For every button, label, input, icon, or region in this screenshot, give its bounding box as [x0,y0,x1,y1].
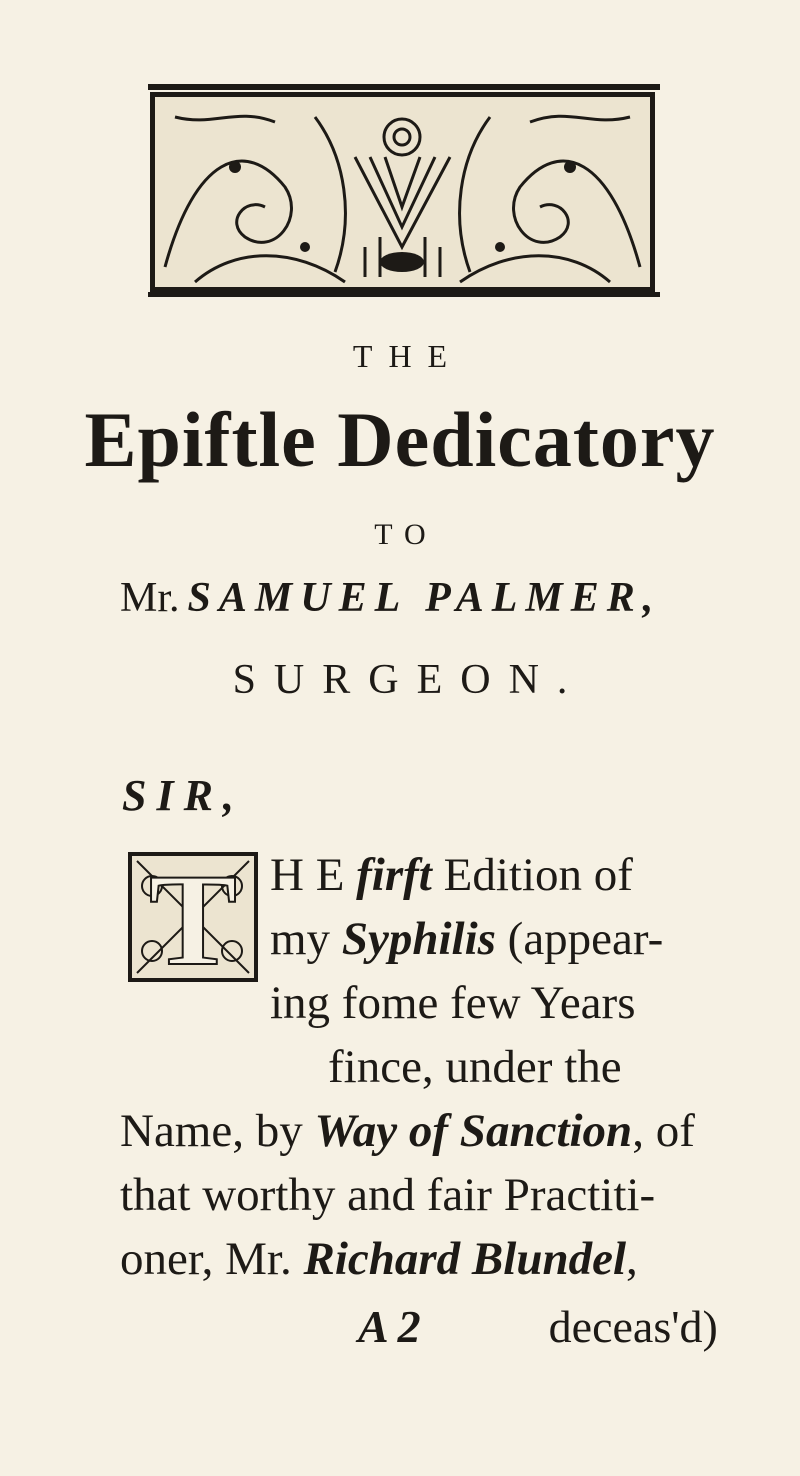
dedicatee-title: Mr. [120,575,180,621]
headpiece-top-rule [148,84,660,90]
body-line-5 [120,1105,695,1157]
body-line-3: ing fome few Years [270,977,636,1029]
signature-mark: A 2 [358,1301,421,1352]
body-text: , of [632,1105,695,1157]
body-text: Edition of [431,849,633,901]
page-footer [358,1300,718,1353]
catchword: deceas'd) [548,1301,718,1352]
body-text: my [270,913,342,965]
body-italic: Syphilis [341,913,496,965]
body-italic: Way of Sanction [314,1105,633,1157]
dedicatee-name: SAMUEL PALMER, [187,575,662,621]
page-title: Epiftle Dedicatory [84,396,716,483]
body-italic: Richard Blundel [303,1233,627,1285]
body-line-7 [120,1233,638,1285]
initial-letter: T [148,852,238,982]
body-text: (appear- [495,913,664,965]
body-italic: firft [356,849,432,901]
heading-to: TO [374,518,438,551]
dedicatee-line [120,574,661,622]
ornamental-headpiece [150,92,655,292]
body-text: , [626,1233,638,1285]
heading-the: THE [352,338,464,374]
body-line-2 [270,913,664,965]
headpiece-ornament-icon [155,97,650,287]
body-line-6: that worthy and fair Practiti- [120,1169,656,1221]
dedicatee-profession: SURGEON. [232,657,586,703]
body-text: Name, by [120,1105,315,1157]
headpiece-bottom-rule [148,292,660,297]
body-line-1 [270,849,633,901]
body-text: oner, Mr. [120,1233,304,1285]
decorated-initial [128,852,258,982]
salutation: SIR, [122,771,244,820]
body-text: H E [270,849,357,901]
body-line-4: fince, under the [328,1041,622,1093]
